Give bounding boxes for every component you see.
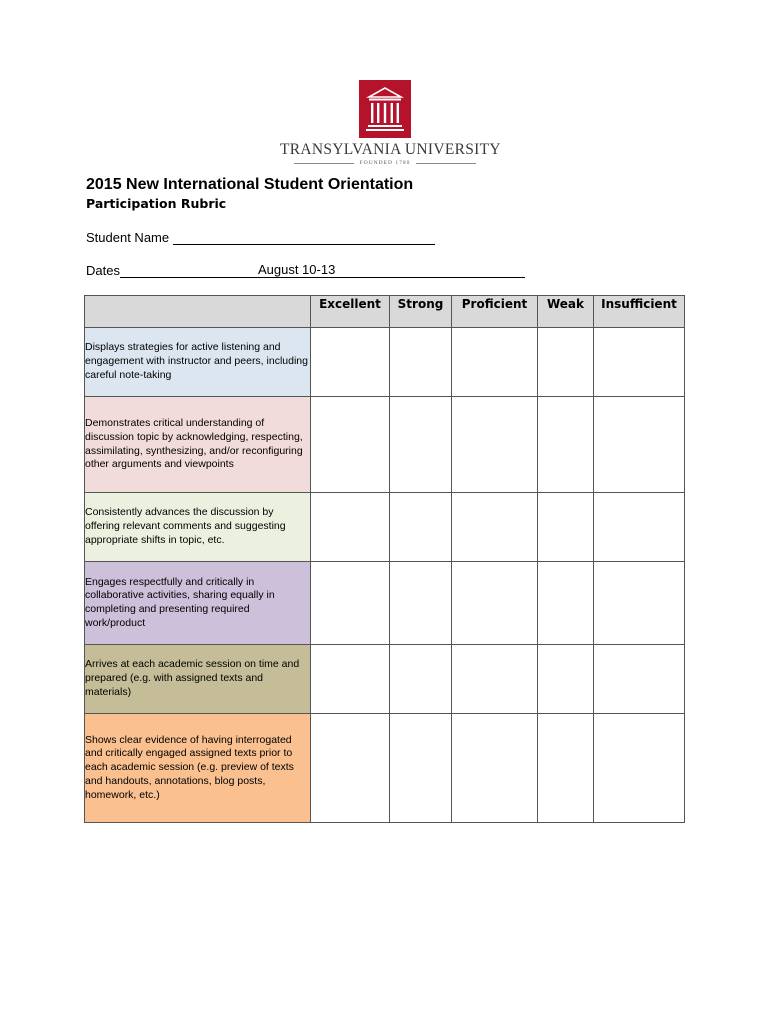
rating-cell[interactable] (594, 328, 685, 397)
dates-blank-left[interactable] (120, 263, 258, 278)
rubric-row (85, 493, 685, 562)
rating-cell[interactable] (538, 645, 594, 714)
rating-cell[interactable] (538, 397, 594, 493)
founded-text: FOUNDED 1780 (359, 160, 411, 166)
column-header: Insufficient (594, 296, 685, 328)
student-name-field (86, 230, 435, 245)
criterion-cell: Demonstrates critical understanding of discussion topic by acknowledging, respecting, assimilating, synthesizing, and/or reconfiguring other arguments and viewpoints (85, 397, 311, 493)
rating-cell[interactable] (538, 328, 594, 397)
rating-cell[interactable] (538, 562, 594, 645)
column-header: Strong (390, 296, 452, 328)
criterion-cell: Shows clear evidence of having interrogated and critically engaged assigned texts prior to each academic session (e.g. preview of texts and handouts, annotations, blog posts, homework, etc.) (85, 714, 311, 823)
student-name-label: Student Name (86, 230, 170, 245)
rating-cell[interactable] (594, 645, 685, 714)
founded-rule-right (416, 163, 476, 164)
dates-value: August 10-13 (257, 262, 336, 277)
rubric-table (84, 295, 685, 823)
rating-cell[interactable] (390, 493, 452, 562)
criterion-cell: Arrives at each academic session on time and prepared (e.g. with assigned texts and materials) (85, 645, 311, 714)
dates-field (86, 262, 525, 278)
rating-cell[interactable] (452, 645, 538, 714)
rating-cell[interactable] (311, 714, 390, 823)
rating-cell[interactable] (390, 397, 452, 493)
rating-cell[interactable] (390, 562, 452, 645)
criterion-cell: Engages respectfully and critically in collaborative activities, sharing equally in completing and presenting required work/product (85, 562, 311, 645)
column-header: Proficient (452, 296, 538, 328)
university-seal-icon (359, 80, 411, 138)
criterion-cell: Consistently advances the discussion by offering relevant comments and suggesting appropriate shifts in topic, etc. (85, 493, 311, 562)
rating-cell[interactable] (311, 397, 390, 493)
rating-cell[interactable] (311, 328, 390, 397)
rubric-row (85, 714, 685, 823)
rating-cell[interactable] (538, 714, 594, 823)
rubric-row (85, 328, 685, 397)
rating-cell[interactable] (452, 562, 538, 645)
rubric-row (85, 562, 685, 645)
rating-cell[interactable] (594, 493, 685, 562)
rating-cell[interactable] (594, 397, 685, 493)
rating-cell[interactable] (594, 562, 685, 645)
rubric-row (85, 645, 685, 714)
university-logo (280, 80, 501, 166)
column-header: Weak (538, 296, 594, 328)
rating-cell[interactable] (452, 714, 538, 823)
rating-cell[interactable] (311, 493, 390, 562)
rating-cell[interactable] (594, 714, 685, 823)
dates-label: Dates (86, 263, 120, 278)
founded-rule-left (294, 163, 354, 164)
rating-cell[interactable] (452, 397, 538, 493)
criterion-cell: Displays strategies for active listening and engagement with instructor and peers, including careful note-taking (85, 328, 311, 397)
document-subtitle: Participation Rubric (86, 196, 227, 211)
rating-cell[interactable] (390, 714, 452, 823)
rubric-header-row (85, 296, 685, 328)
document-title: 2015 New International Student Orientation (86, 176, 414, 193)
founded-line (280, 160, 490, 166)
column-header: Excellent (311, 296, 390, 328)
rating-cell[interactable] (390, 328, 452, 397)
student-name-blank[interactable] (173, 230, 435, 245)
rating-cell[interactable] (311, 645, 390, 714)
rating-cell[interactable] (538, 493, 594, 562)
dates-blank-right[interactable] (335, 263, 525, 278)
rating-cell[interactable] (311, 562, 390, 645)
rating-cell[interactable] (390, 645, 452, 714)
rating-cell[interactable] (452, 328, 538, 397)
rubric-row (85, 397, 685, 493)
rating-cell[interactable] (452, 493, 538, 562)
institution-name: TRANSYLVANIA UNIVERSITY (280, 141, 501, 158)
criteria-header (85, 296, 311, 328)
